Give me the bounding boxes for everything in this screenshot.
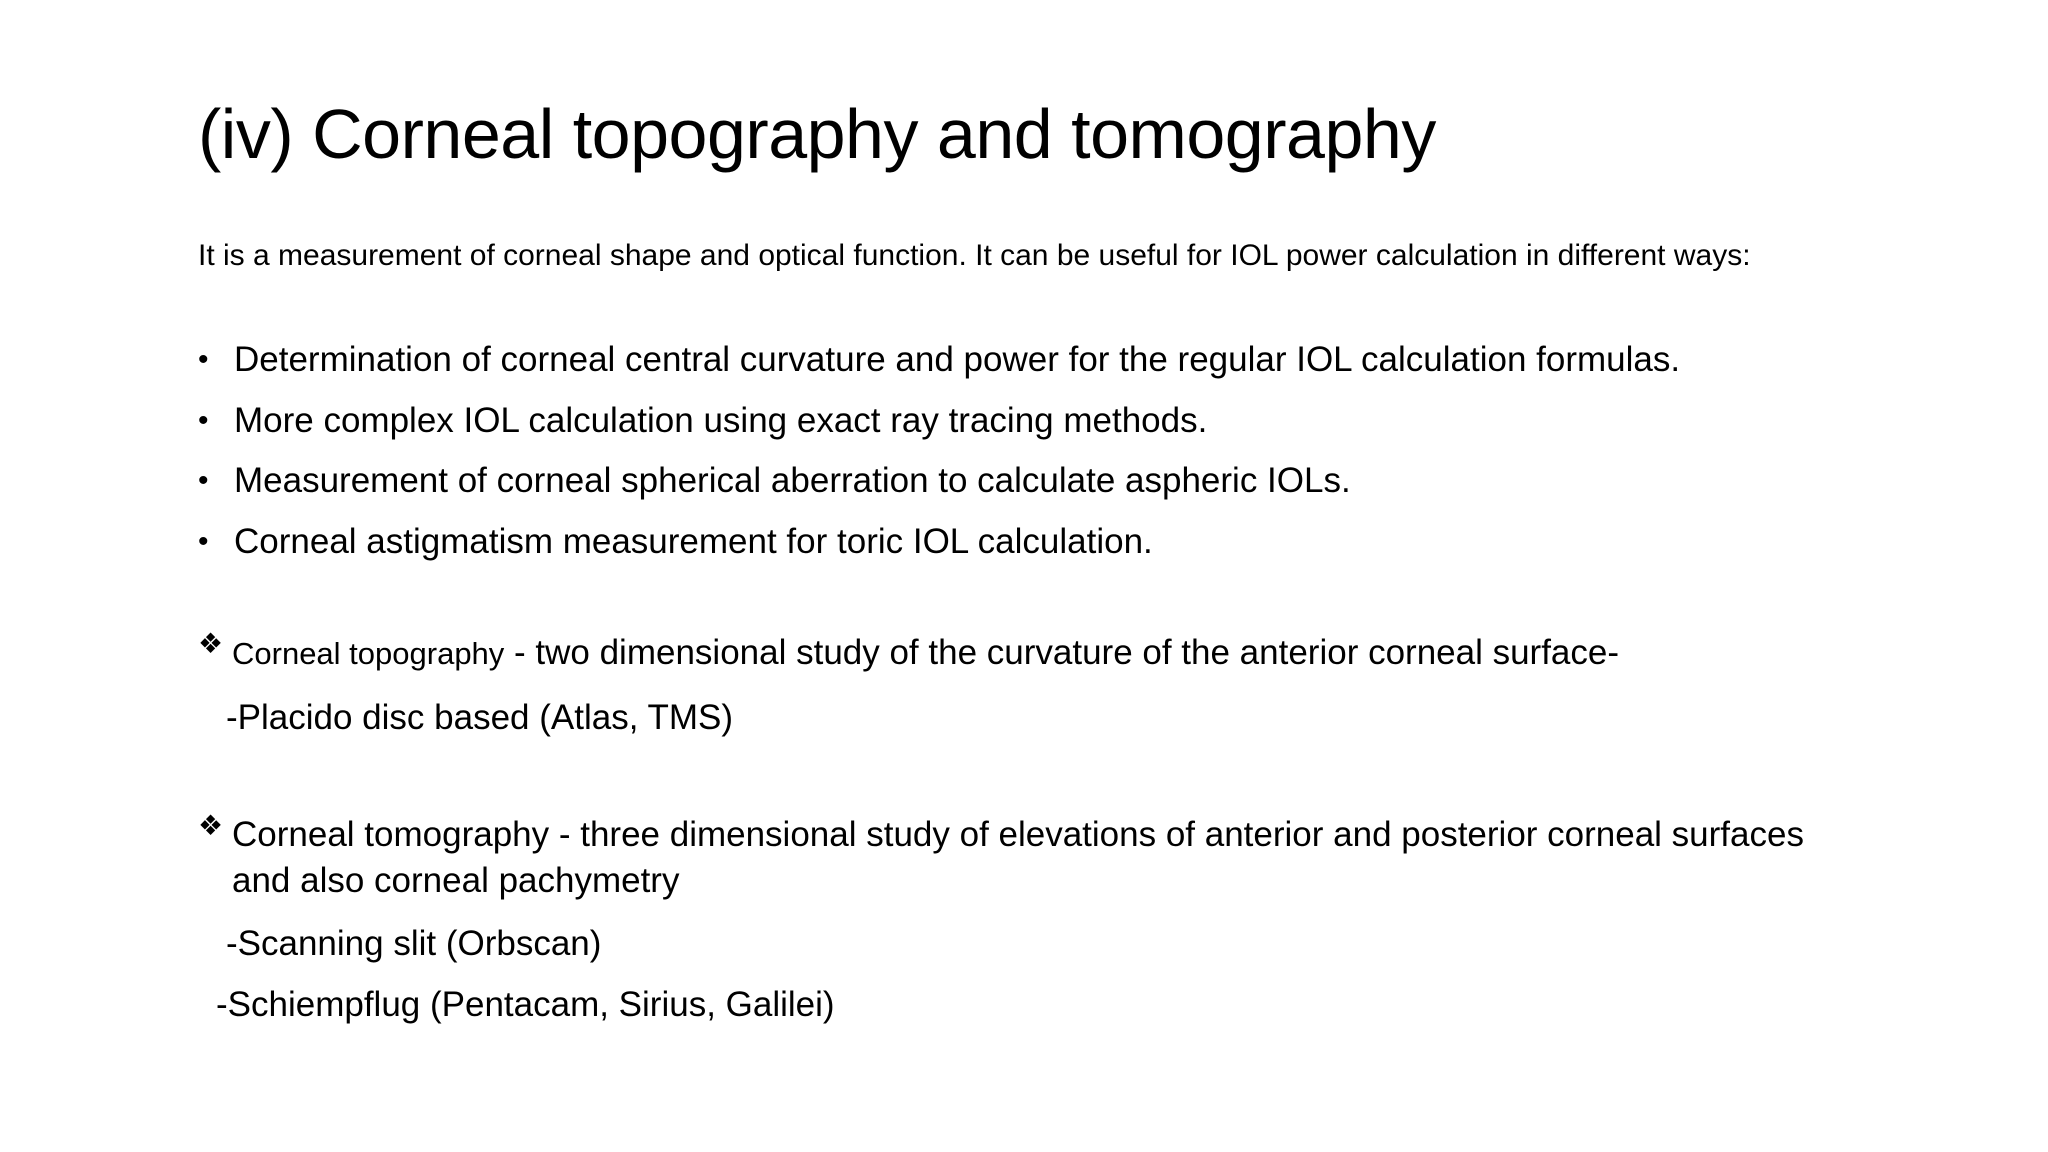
topography-heading	[232, 630, 1872, 677]
diamond-bullet-icon: ❖	[198, 810, 224, 841]
intro-paragraph: It is a measurement of corneal shape and optical function. It can be useful for IOL power calculation in different ways:	[198, 239, 1751, 272]
tomography-method: -Schiempflug (Pentacam, Sirius, Galilei)	[216, 985, 835, 1024]
bullet-item	[198, 512, 1680, 573]
bullet-item	[198, 391, 1680, 452]
topography-method: -Placido disc based (Atlas, TMS)	[226, 698, 734, 737]
bullet-text: More complex IOL calculation using exact ray tracing methods.	[234, 400, 1208, 440]
tomography-heading: Corneal tomography - three dimensional study of elevations of anterior and posterior corneal surfaces and also corneal pachymetry	[232, 815, 1804, 900]
bullet-item	[198, 330, 1680, 391]
bullet-text: Determination of corneal central curvature and power for the regular IOL calculation formulas.	[234, 340, 1681, 379]
bullet-text: Corneal astigmatism measurement for toric IOL calculation.	[234, 521, 1153, 561]
bullet-text: Measurement of corneal spherical aberration to calculate aspheric IOLs.	[234, 461, 1351, 500]
bullet-item	[198, 451, 1680, 512]
topography-lead: Corneal topography	[232, 636, 505, 671]
tomography-section	[198, 812, 1872, 904]
bullet-dot-icon: •	[198, 343, 209, 376]
slide-title: (iv) Corneal topography and tomography	[198, 95, 1436, 173]
diamond-bullet-icon: ❖	[198, 628, 224, 659]
topography-description: - two dimensional study of the curvature of the anterior corneal surface-	[504, 633, 1620, 672]
topography-section	[198, 630, 1872, 677]
bullet-dot-icon: •	[198, 403, 209, 437]
bullet-list	[198, 330, 1680, 572]
bullet-dot-icon: •	[198, 464, 209, 497]
tomography-method: -Scanning slit (Orbscan)	[226, 924, 602, 963]
bullet-dot-icon: •	[198, 524, 209, 558]
